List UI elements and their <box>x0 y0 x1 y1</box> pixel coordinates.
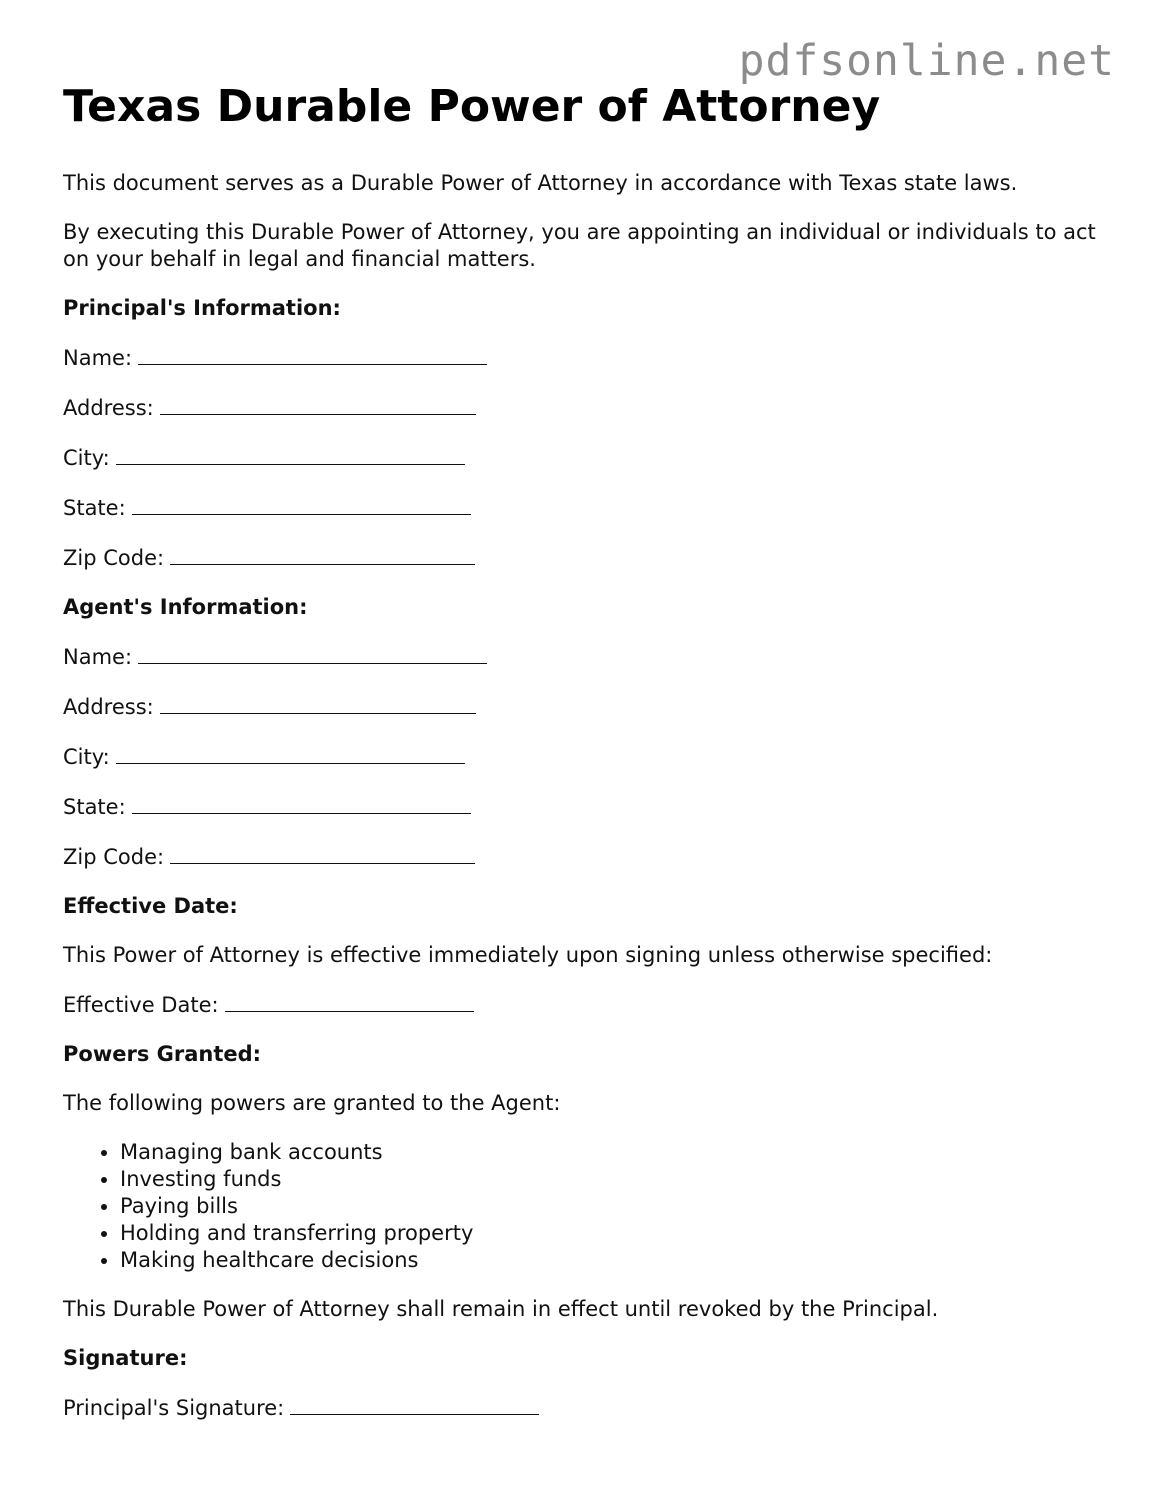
principal-signature-blank[interactable] <box>290 1394 539 1415</box>
powers-list <box>63 1139 1113 1274</box>
principal-state-blank[interactable] <box>132 494 471 515</box>
field-label: Effective Date: <box>63 993 219 1017</box>
field-label: City: <box>63 745 110 769</box>
field-label: Name: <box>63 645 133 669</box>
agent-zip-blank[interactable] <box>170 843 475 864</box>
document-page <box>63 78 1113 1444</box>
field-label: Principal's Signature: <box>63 1396 285 1420</box>
intro-paragraph: This document serves as a Durable Power of Attorney in accordance with Texas state laws. <box>63 171 1018 195</box>
field-label: Zip Code: <box>63 546 165 570</box>
principal-name-blank[interactable] <box>138 344 487 365</box>
effective-date-field <box>63 991 1113 1019</box>
field-label: City: <box>63 446 110 470</box>
principal-heading: Principal's Information: <box>63 296 341 320</box>
powers-closing-text: This Durable Power of Attorney shall remain in effect until revoked by the Principal. <box>63 1297 939 1321</box>
principal-zip-blank[interactable] <box>170 544 475 565</box>
principal-signature-field <box>63 1394 1113 1422</box>
principal-name-field <box>63 344 1113 372</box>
watermark: pdfsonline.net <box>738 36 1115 86</box>
powers-text: The following powers are granted to the Agent: <box>63 1091 561 1115</box>
powers-heading: Powers Granted: <box>63 1042 262 1066</box>
field-label: Zip Code: <box>63 845 165 869</box>
agent-address-field <box>63 693 1113 721</box>
effective-date-heading: Effective Date: <box>63 894 238 918</box>
principal-address-field <box>63 394 1113 422</box>
list-item: • Managing bank accounts <box>120 1139 1113 1166</box>
list-item: • Holding and transferring property <box>120 1220 1113 1247</box>
field-label: State: <box>63 795 126 819</box>
principal-city-blank[interactable] <box>116 444 465 465</box>
field-label: Name: <box>63 346 133 370</box>
agent-state-field <box>63 793 1113 821</box>
agent-state-blank[interactable] <box>132 793 471 814</box>
agent-address-blank[interactable] <box>160 693 476 714</box>
field-label: Address: <box>63 695 154 719</box>
agent-zip-field <box>63 843 1113 871</box>
intro-paragraph: By executing this Durable Power of Attorney, you are appointing an individual or individuals to act on your behalf in legal and financial matters. <box>63 220 1096 271</box>
effective-date-text: This Power of Attorney is effective immediately upon signing unless otherwise specified: <box>63 943 993 967</box>
principal-zip-field <box>63 544 1113 572</box>
principal-city-field <box>63 444 1113 472</box>
principal-address-blank[interactable] <box>160 394 476 415</box>
field-label: State: <box>63 496 126 520</box>
agent-city-blank[interactable] <box>116 743 465 764</box>
agent-name-field <box>63 643 1113 671</box>
document-title: Texas Durable Power of Attorney <box>63 81 881 132</box>
signature-heading: Signature: <box>63 1346 188 1370</box>
agent-heading: Agent's Information: <box>63 595 308 619</box>
agent-name-blank[interactable] <box>138 643 487 664</box>
principal-state-field <box>63 494 1113 522</box>
list-item: • Making healthcare decisions <box>120 1247 1113 1274</box>
agent-city-field <box>63 743 1113 771</box>
effective-date-blank[interactable] <box>225 991 474 1012</box>
list-item: • Investing funds <box>120 1166 1113 1193</box>
list-item: • Paying bills <box>120 1193 1113 1220</box>
field-label: Address: <box>63 396 154 420</box>
